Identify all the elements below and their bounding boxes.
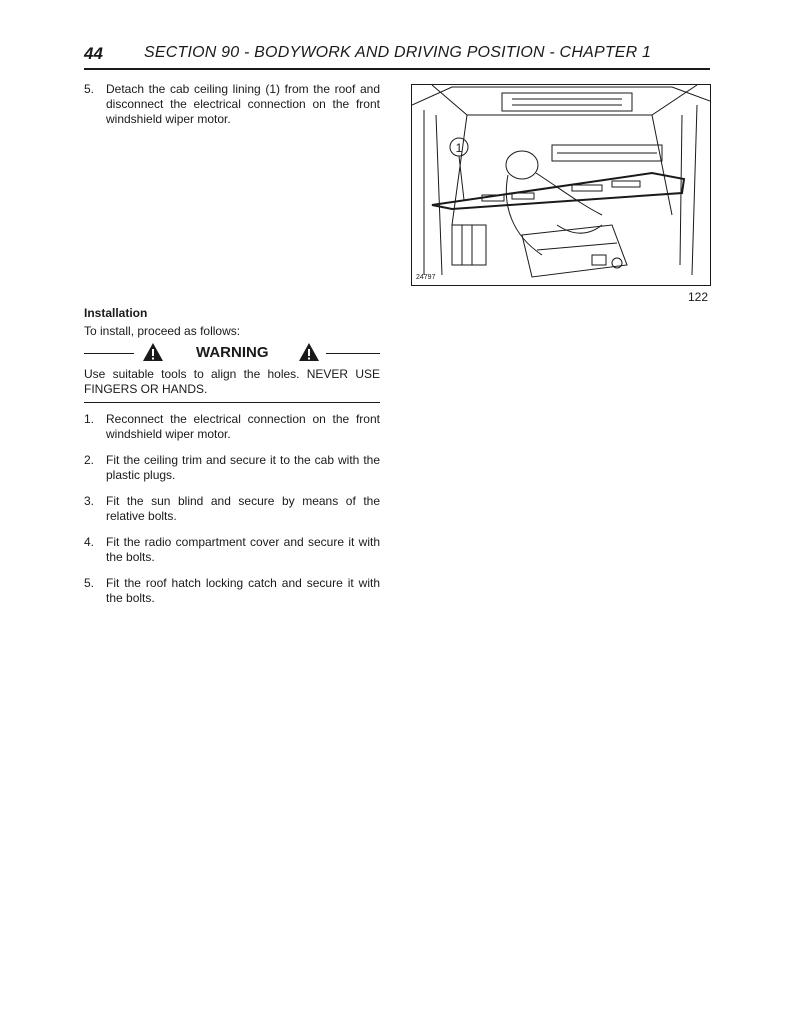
removal-step (84, 82, 380, 127)
warning-triangle-icon (142, 342, 164, 362)
step-number: 5. (84, 576, 95, 590)
figure-number: 122 (688, 290, 709, 304)
installation-section (84, 306, 380, 339)
step-number: 3. (84, 494, 95, 508)
step-number: 4. (84, 535, 95, 549)
warning-label: WARNING (196, 344, 269, 361)
installation-steps (84, 412, 380, 606)
illustration-drawing (412, 85, 710, 285)
page-header (84, 44, 710, 70)
page-number: 44 (84, 44, 103, 63)
step-text: Fit the ceiling trim and secure it to the cab with the plastic plugs. (106, 453, 380, 482)
installation-heading: Installation (84, 306, 148, 320)
warning-divider (84, 402, 380, 403)
figure-code: 24797 (416, 274, 436, 281)
step-number: 5. (84, 82, 95, 96)
list-item (84, 453, 380, 483)
step-text: Fit the radio compartment cover and secure it with the bolts. (106, 535, 380, 564)
step-text: Fit the roof hatch locking catch and secure it with the bolts. (106, 576, 380, 605)
list-item (84, 535, 380, 565)
step-number: 2. (84, 453, 95, 467)
warning-rule-right (326, 353, 380, 354)
list-item (84, 412, 380, 442)
warning-rule-left (84, 353, 134, 354)
list-item (84, 576, 380, 606)
step-number: 1. (84, 412, 95, 426)
step-text: Detach the cab ceiling lining (1) from the roof and disconnect the electrical connection on the front windshield wiper motor. (106, 82, 380, 126)
callout-label: 1 (455, 141, 463, 155)
step-text: Reconnect the electrical connection on the front windshield wiper motor. (106, 412, 380, 441)
warning-text: Use suitable tools to align the holes. NEVER USE FINGERS OR HANDS. (84, 367, 380, 396)
step-text: Fit the sun blind and secure by means of the relative bolts. (106, 494, 380, 523)
cab-ceiling-illustration (411, 84, 711, 286)
installation-intro: To install, proceed as follows: (84, 324, 241, 338)
warning-triangle-icon (298, 342, 320, 362)
section-title: SECTION 90 - BODYWORK AND DRIVING POSITION - CHAPTER 1 (144, 44, 652, 61)
list-item (84, 494, 380, 524)
warning-bar (84, 342, 380, 364)
